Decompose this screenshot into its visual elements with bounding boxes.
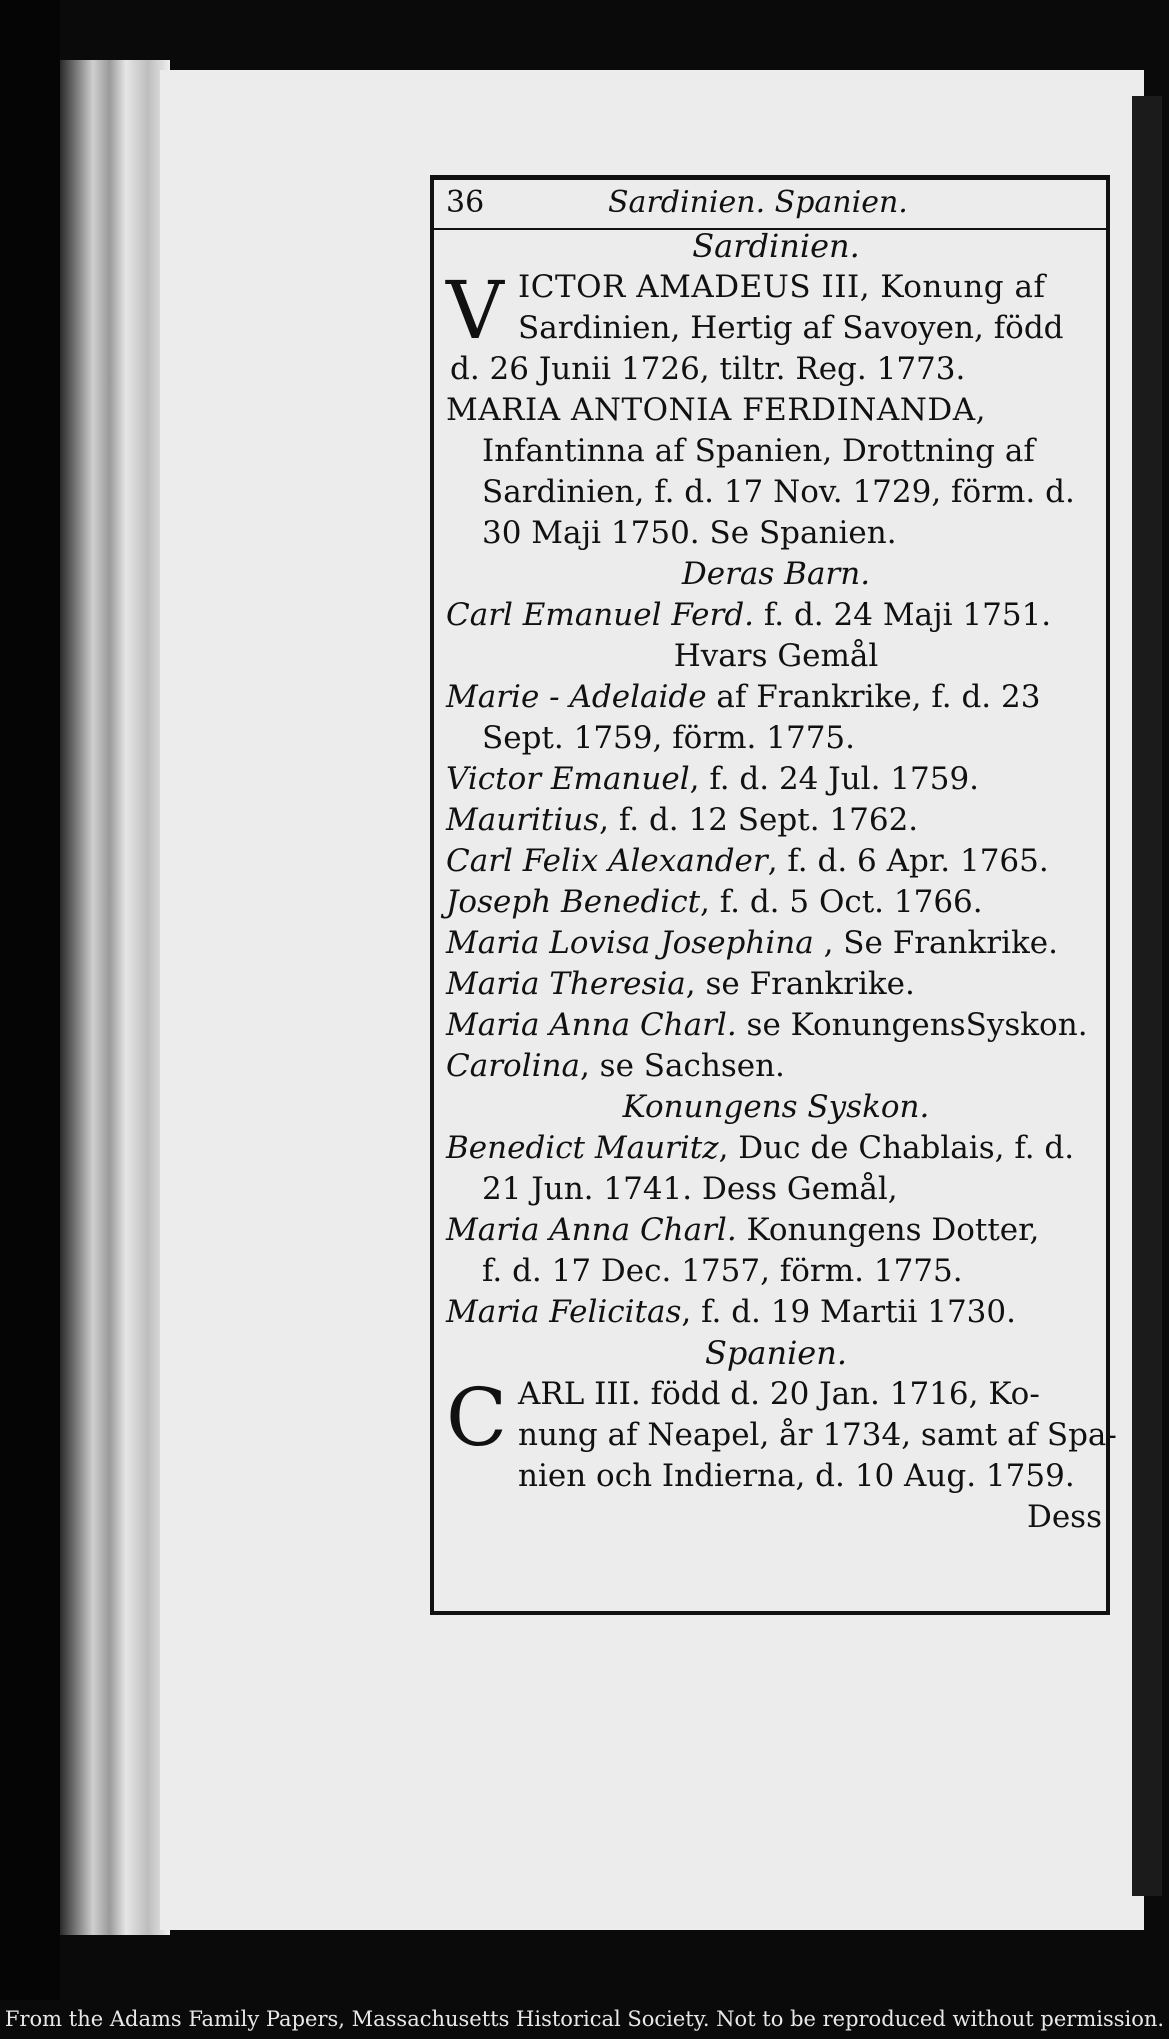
person-name: Maria Felicitas xyxy=(446,1294,682,1330)
drop-cap: V xyxy=(446,264,504,357)
entry-text: af Frankrike, f. d. 23 xyxy=(706,679,1041,715)
entry-line: 30 Maji 1750. Se Spanien. xyxy=(482,515,897,551)
page-text xyxy=(446,178,1117,1538)
binding-shadow xyxy=(0,0,60,2000)
running-head xyxy=(446,178,1106,226)
person-name: Joseph Benedict xyxy=(446,884,701,920)
entry-child xyxy=(446,841,1106,882)
person-name: Maria Theresia xyxy=(446,966,686,1002)
entry-text: , f. d. 12 Sept. 1762. xyxy=(599,802,919,838)
entry-maria-felicitas xyxy=(446,1292,1106,1333)
page-number: 36 xyxy=(446,185,485,220)
person-name: Mauritius xyxy=(446,802,600,838)
person-name: Maria Anna Charl. xyxy=(446,1007,737,1043)
entry-line: d. 26 Junii 1726, tiltr. Reg. 1773. xyxy=(450,351,966,387)
drop-cap: C xyxy=(446,1371,508,1464)
entry-line: 21 Jun. 1741. Dess Gemål, xyxy=(482,1171,898,1207)
entry-text: , f. d. 24 Jul. 1759. xyxy=(689,761,980,797)
person-name: Maria Lovisa Josephina xyxy=(446,925,814,961)
entry-marie-adelaide xyxy=(446,677,1106,718)
page-edges xyxy=(60,60,170,1935)
entry-text: , Duc de Chablais, f. d. xyxy=(718,1130,1075,1166)
entry-line: Sept. 1759, förm. 1775. xyxy=(482,720,855,756)
person-name: Carolina xyxy=(446,1048,580,1084)
entry-text: , f. d. 5 Oct. 1766. xyxy=(700,884,983,920)
section-heading-spanien: Spanien. xyxy=(704,1334,848,1372)
entry-text: , se Sachsen. xyxy=(579,1048,785,1084)
entry-line: ICTOR AMADEUS III, Konung af xyxy=(518,269,1046,305)
entry-child xyxy=(446,882,1106,923)
entry-text: , f. d. 19 Martii 1730. xyxy=(681,1294,1016,1330)
entry-victor-amadeus xyxy=(446,264,1106,357)
entry-line: nien och Indierna, d. 10 Aug. 1759. xyxy=(518,1458,1075,1494)
entry-maria-anna xyxy=(446,1210,1106,1251)
running-title: Sardinien. Spanien. xyxy=(608,185,908,220)
entry-child xyxy=(446,1005,1106,1046)
entry-text: , Se Frankrike. xyxy=(813,925,1059,961)
section-heading-sardinien: Sardinien. xyxy=(692,227,860,265)
entry-child xyxy=(446,759,1106,800)
entry-child xyxy=(446,800,1106,841)
entry-text: , se Frankrike. xyxy=(685,966,915,1002)
catchword: Dess xyxy=(1026,1499,1102,1535)
entry-child xyxy=(446,923,1106,964)
subheading-deras-barn: Deras Barn. xyxy=(681,556,871,592)
subheading-hvars-gemal: Hvars Gemål xyxy=(673,638,879,674)
person-name: Marie - Adelaide xyxy=(446,679,707,715)
entry-maria-antonia: MARIA ANTONIA FERDINANDA, xyxy=(446,392,986,428)
person-name: Benedict Mauritz xyxy=(446,1130,719,1166)
entry-line: nung af Neapel, år 1734, samt af Spa- xyxy=(518,1417,1117,1453)
entry-child xyxy=(446,964,1106,1005)
entry-line: f. d. 17 Dec. 1757, förm. 1775. xyxy=(482,1253,963,1289)
entry-line: Sardinien, Hertig af Savoyen, född xyxy=(518,310,1064,346)
entry-text: Konungens Dotter, xyxy=(736,1212,1040,1248)
person-name: Maria Anna Charl. xyxy=(446,1212,737,1248)
entry-line: Infantinna af Spanien, Drottning af xyxy=(482,433,1035,469)
entry-carl-emanuel xyxy=(446,595,1106,636)
archive-credit: From the Adams Family Papers, Massachusetts Historical Society. Not to be reproduced without permission. xyxy=(4,2007,1165,2031)
entry-line: ARL III. född d. 20 Jan. 1716, Ko- xyxy=(518,1376,1040,1412)
person-name: Carl Felix Alexander xyxy=(446,843,768,879)
person-name: Victor Emanuel xyxy=(446,761,690,797)
entry-line: Sardinien, f. d. 17 Nov. 1729, förm. d. xyxy=(482,474,1075,510)
entry-carl-iii xyxy=(446,1371,1117,1497)
entry-benedict-mauritz xyxy=(446,1128,1106,1169)
entry-text: se KonungensSyskon. xyxy=(736,1007,1088,1043)
entry-child xyxy=(446,1046,1106,1087)
subheading-konungens-syskon: Konungens Syskon. xyxy=(622,1089,930,1125)
person-name: Carl Emanuel Ferd. xyxy=(446,597,755,633)
entry-text: , f. d. 6 Apr. 1765. xyxy=(767,843,1049,879)
entry-text: f. d. 24 Maji 1751. xyxy=(754,597,1052,633)
facing-page-edge xyxy=(1132,96,1162,1896)
